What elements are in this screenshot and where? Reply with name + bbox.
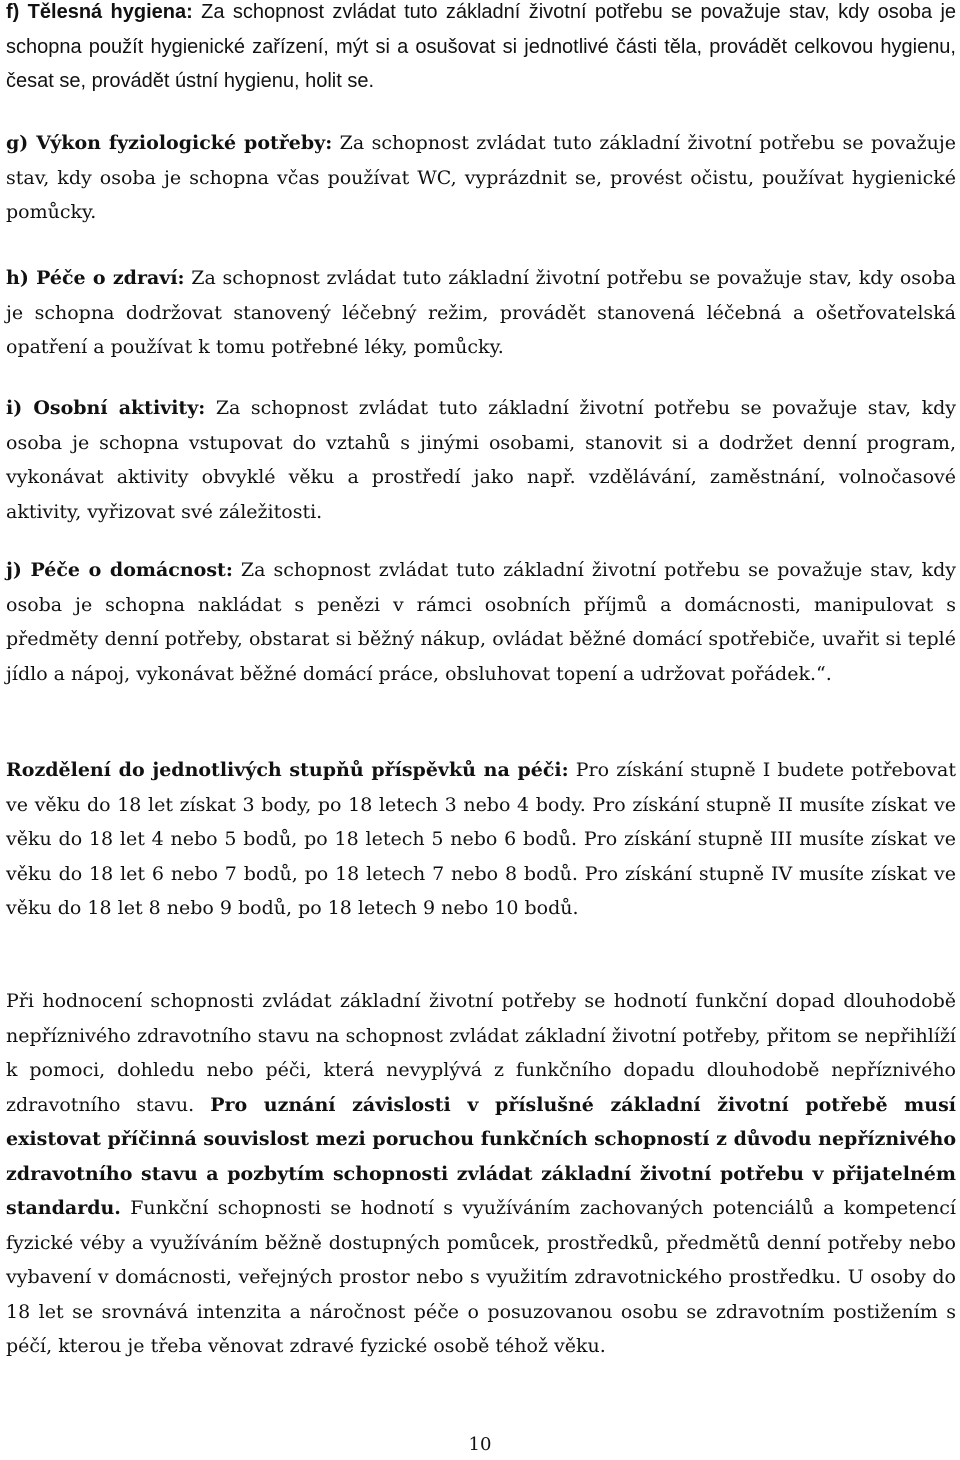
paragraph-f-text: Za schopnost zvládat tuto základní životní potřebu se považuje stav, kdy osoba je schopna použít hygienické zařízení, mýt si a osušovat si jednotlivé části těla, provádět celkovou hygienu, česat se, provádět ústní hygienu, holit se.: [6, 1, 957, 92]
paragraph-i-text: Za schopnost zvládat tuto základní životní potřebu se považuje stav, kdy osoba je schopna vstupovat do vztahů s jinými osobami, stanovit si a dodržet denní program, vykonávat aktivity obvyklé věku a prostředí jako např. vzdělávání, zaměstnání, volnočasové aktivity, vyřizovat své záležitosti.: [6, 397, 956, 523]
paragraph-h-text: Za schopnost zvládat tuto základní životní potřebu se považuje stav, kdy osoba je schopna dodržovat stanovený léčebný režim, provádět stanovená léčebná a ošetřovatelská opatření a používat k tomu potřebné léky, pomůcky.: [6, 267, 956, 358]
paragraph-f-body-hygiene: [6, 0, 956, 99]
paragraph-assessment-text-before: Při hodnocení schopnosti zvládat základní životní potřeby se hodnotí funkční dopad dlouhodobě nepříznivého zdravotního stavu na schopnost zvládat základní životní potřeby, přitom se nepřihlíží k pomoci, dohledu nebo péči, která nevyplývá z funkčního dopadu dlouhodobě nepříznivého zdravotního stavu.: [6, 990, 956, 1116]
paragraph-i-personal-activities: [6, 391, 956, 529]
paragraph-h-health-care: [6, 261, 956, 365]
paragraph-care-allowance-levels: [6, 753, 956, 926]
paragraph-assessment-bold-text: Pro uznání závislosti v příslušné základní životní potřebě musí existovat příčinná souvislost mezi poruchou funkčních schopností z důvodu nepříznivého zdravotního stavu a pozbytím schopnosti zvládat základní životní potřebu v přijatelném standardu.: [6, 1093, 956, 1219]
paragraph-j-text: Za schopnost zvládat tuto základní životní potřebu se považuje stav, kdy osoba je schopna nakládat s penězi v rámci osobních příjmů a domácnosti, manipulovat s předměty denní potřeby, obstarat si běžný nákup, ovládat běžné domácí spotřebiče, uvařit si teplé jídlo a nápoj, vykonávat běžné domácí práce, obsluhovat topení a udržovat pořádek.“.: [6, 559, 956, 685]
paragraph-i-heading: i) Osobní aktivity:: [6, 397, 206, 419]
paragraph-assessment-text-after: Funkční schopnosti se hodnotí s využíváním zachovaných potenciálů a kompetencí fyzické véby a využíváním běžně dostupných pomůcek, prostředků, předmětů denní potřeby nebo vybavení v domácnosti, veřejných prostor nebo s využitím zdravotnického prostředku. U osoby do 18 let se srovnává intenzita a náročnost péče o posuzovanou osobu se zdravotním postižením s péčí, kterou je třeba věnovat zdravé fyzické osobě téhož věku.: [6, 1197, 956, 1357]
page-number: 10: [468, 1434, 492, 1455]
paragraph-j-household-care: [6, 553, 956, 691]
paragraph-h-heading: h) Péče o zdraví:: [6, 267, 185, 289]
paragraph-g-physiological-needs: [6, 126, 956, 230]
paragraph-care-allowance-text: Pro získání stupně I budete potřebovat ve věku do 18 let získat 3 body, po 18 letech 3 nebo 4 body. Pro získání stupně II musíte získat ve věku do 18 let 4 nebo 5 bodů, po 18 letech 5 nebo 6 bodů. Pro získání stupně III musíte získat ve věku do 18 let 6 nebo 7 bodů, po 18 letech 7 nebo 8 bodů. Pro získání stupně IV musíte získat ve věku do 18 let 8 nebo 9 bodů, po 18 letech 9 nebo 10 bodů.: [6, 759, 957, 919]
paragraph-j-heading: j) Péče o domácnost:: [6, 559, 233, 581]
paragraph-g-text: Za schopnost zvládat tuto základní životní potřebu se považuje stav, kdy osoba je schopna včas používat WC, vyprázdnit se, provést očistu, používat hygienické pomůcky.: [6, 132, 956, 223]
paragraph-g-heading: g) Výkon fyziologické potřeby:: [6, 132, 333, 154]
paragraph-assessment: [6, 984, 956, 1364]
paragraph-f-heading: f) Tělesná hygiena:: [6, 1, 193, 23]
paragraph-care-allowance-heading: Rozdělení do jednotlivých stupňů příspěvků na péči:: [6, 759, 569, 781]
